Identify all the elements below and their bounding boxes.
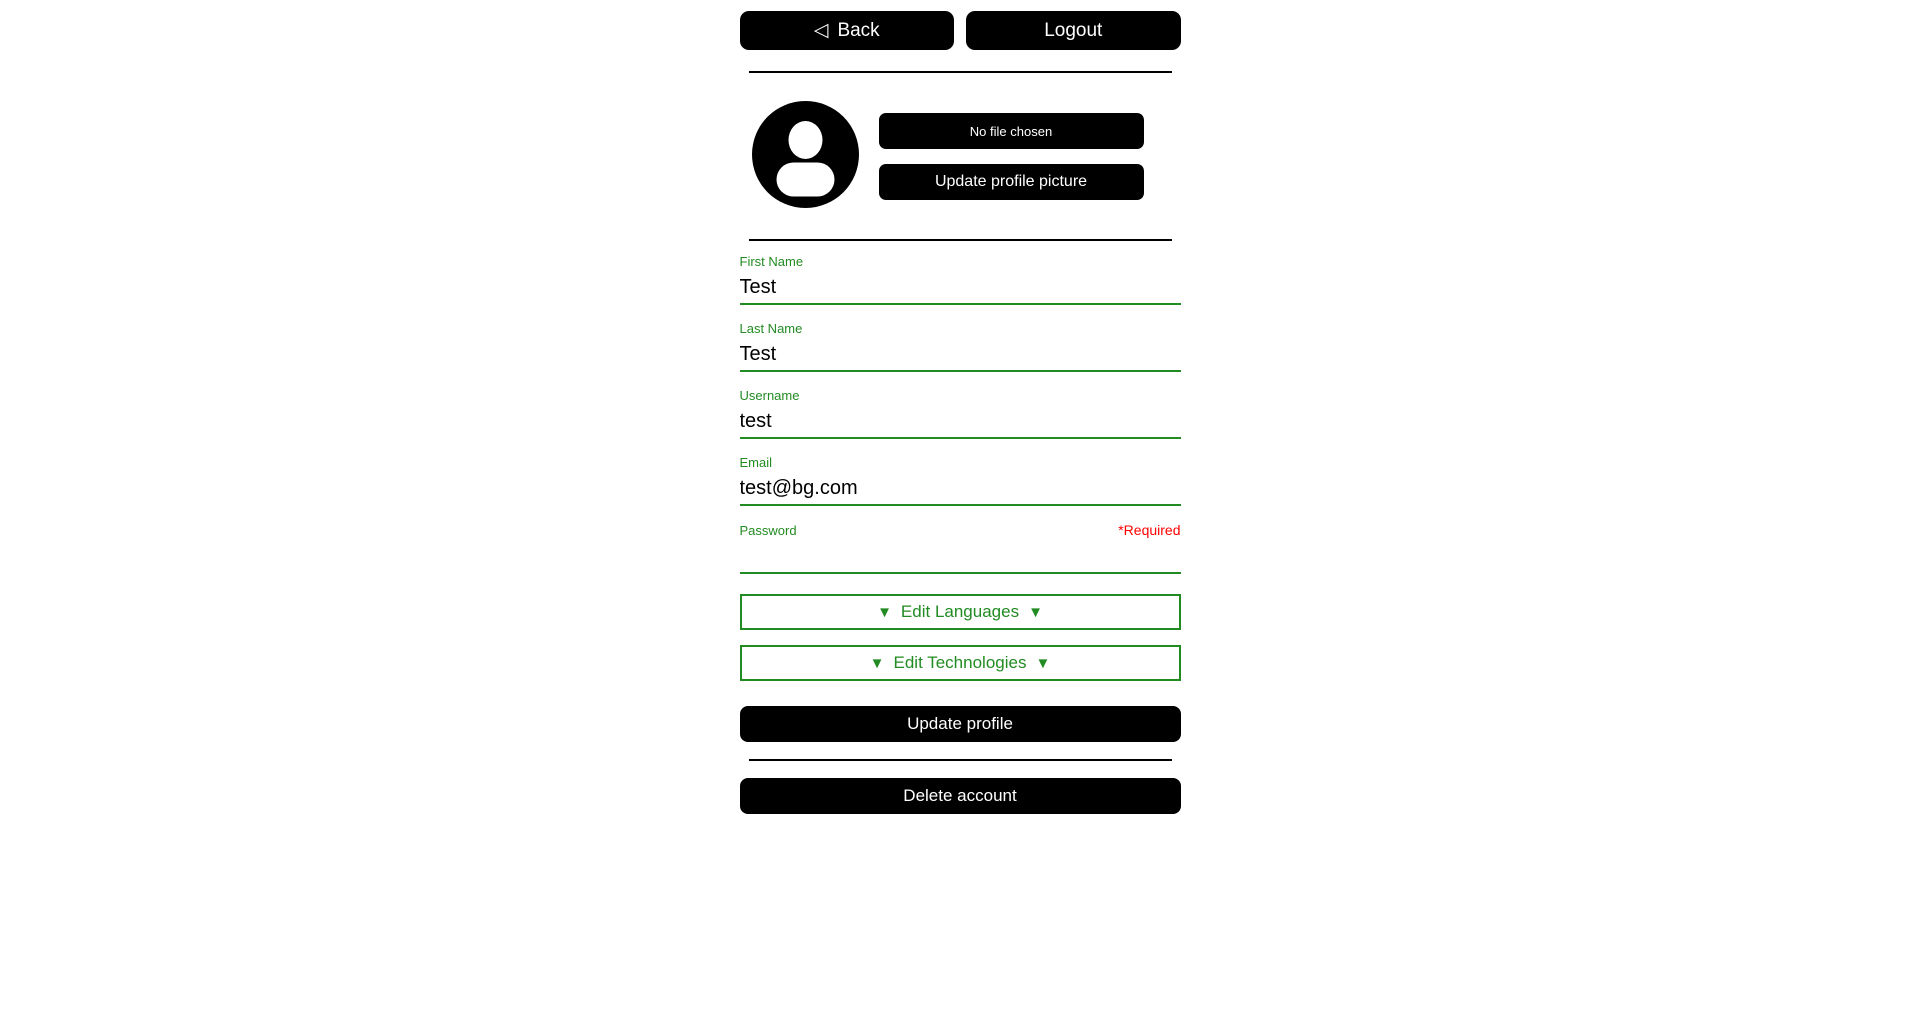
profile-form	[740, 254, 1181, 742]
divider	[749, 71, 1172, 73]
delete-account-button[interactable]	[740, 778, 1181, 814]
update-profile-label: Update profile	[907, 714, 1013, 733]
back-button-label: Back	[837, 19, 880, 41]
password-label: Password	[739, 523, 797, 538]
top-button-row	[740, 11, 1181, 50]
back-button[interactable]	[740, 11, 955, 50]
back-triangle-icon: ◁	[813, 20, 829, 41]
edit-languages-button[interactable]	[740, 594, 1181, 630]
username-input[interactable]	[740, 408, 1181, 434]
update-profile-button[interactable]	[740, 706, 1181, 742]
email-label: Email	[739, 455, 773, 470]
password-field	[740, 522, 1181, 574]
caret-down-icon: ▼	[1035, 654, 1051, 672]
divider	[749, 239, 1172, 241]
edit-languages-label: Edit Languages	[900, 602, 1020, 621]
password-input[interactable]	[740, 543, 1181, 569]
password-label-row	[740, 522, 1181, 539]
last-name-field	[740, 321, 1181, 372]
last-name-input[interactable]	[740, 341, 1181, 367]
email-field	[740, 455, 1181, 506]
last-name-label: Last Name	[739, 321, 803, 336]
update-profile-picture-button[interactable]	[879, 164, 1144, 200]
caret-down-icon: ▼	[1028, 603, 1043, 621]
file-input[interactable]	[879, 113, 1144, 149]
person-circle-icon	[752, 101, 859, 208]
edit-technologies-button[interactable]	[740, 645, 1181, 681]
update-profile-picture-label: Update profile picture	[934, 173, 1088, 190]
logout-button[interactable]	[966, 11, 1181, 50]
profile-edit-page	[740, 0, 1181, 814]
edit-technologies-label: Edit Technologies	[893, 653, 1027, 672]
username-field	[740, 388, 1181, 439]
divider	[749, 759, 1172, 761]
caret-down-icon: ▼	[877, 603, 892, 621]
first-name-field	[740, 254, 1181, 305]
caret-down-icon: ▼	[869, 654, 885, 672]
first-name-input[interactable]	[740, 274, 1181, 300]
delete-account-label: Delete account	[903, 786, 1017, 805]
profile-picture-section	[740, 101, 1181, 208]
required-note: *Required	[1118, 522, 1181, 538]
file-controls	[879, 113, 1144, 208]
file-input-status: No file chosen	[969, 123, 1053, 139]
username-label: Username	[739, 388, 800, 403]
first-name-label: First Name	[739, 254, 804, 269]
logout-button-label: Logout	[1044, 19, 1103, 41]
email-input[interactable]	[740, 475, 1181, 501]
